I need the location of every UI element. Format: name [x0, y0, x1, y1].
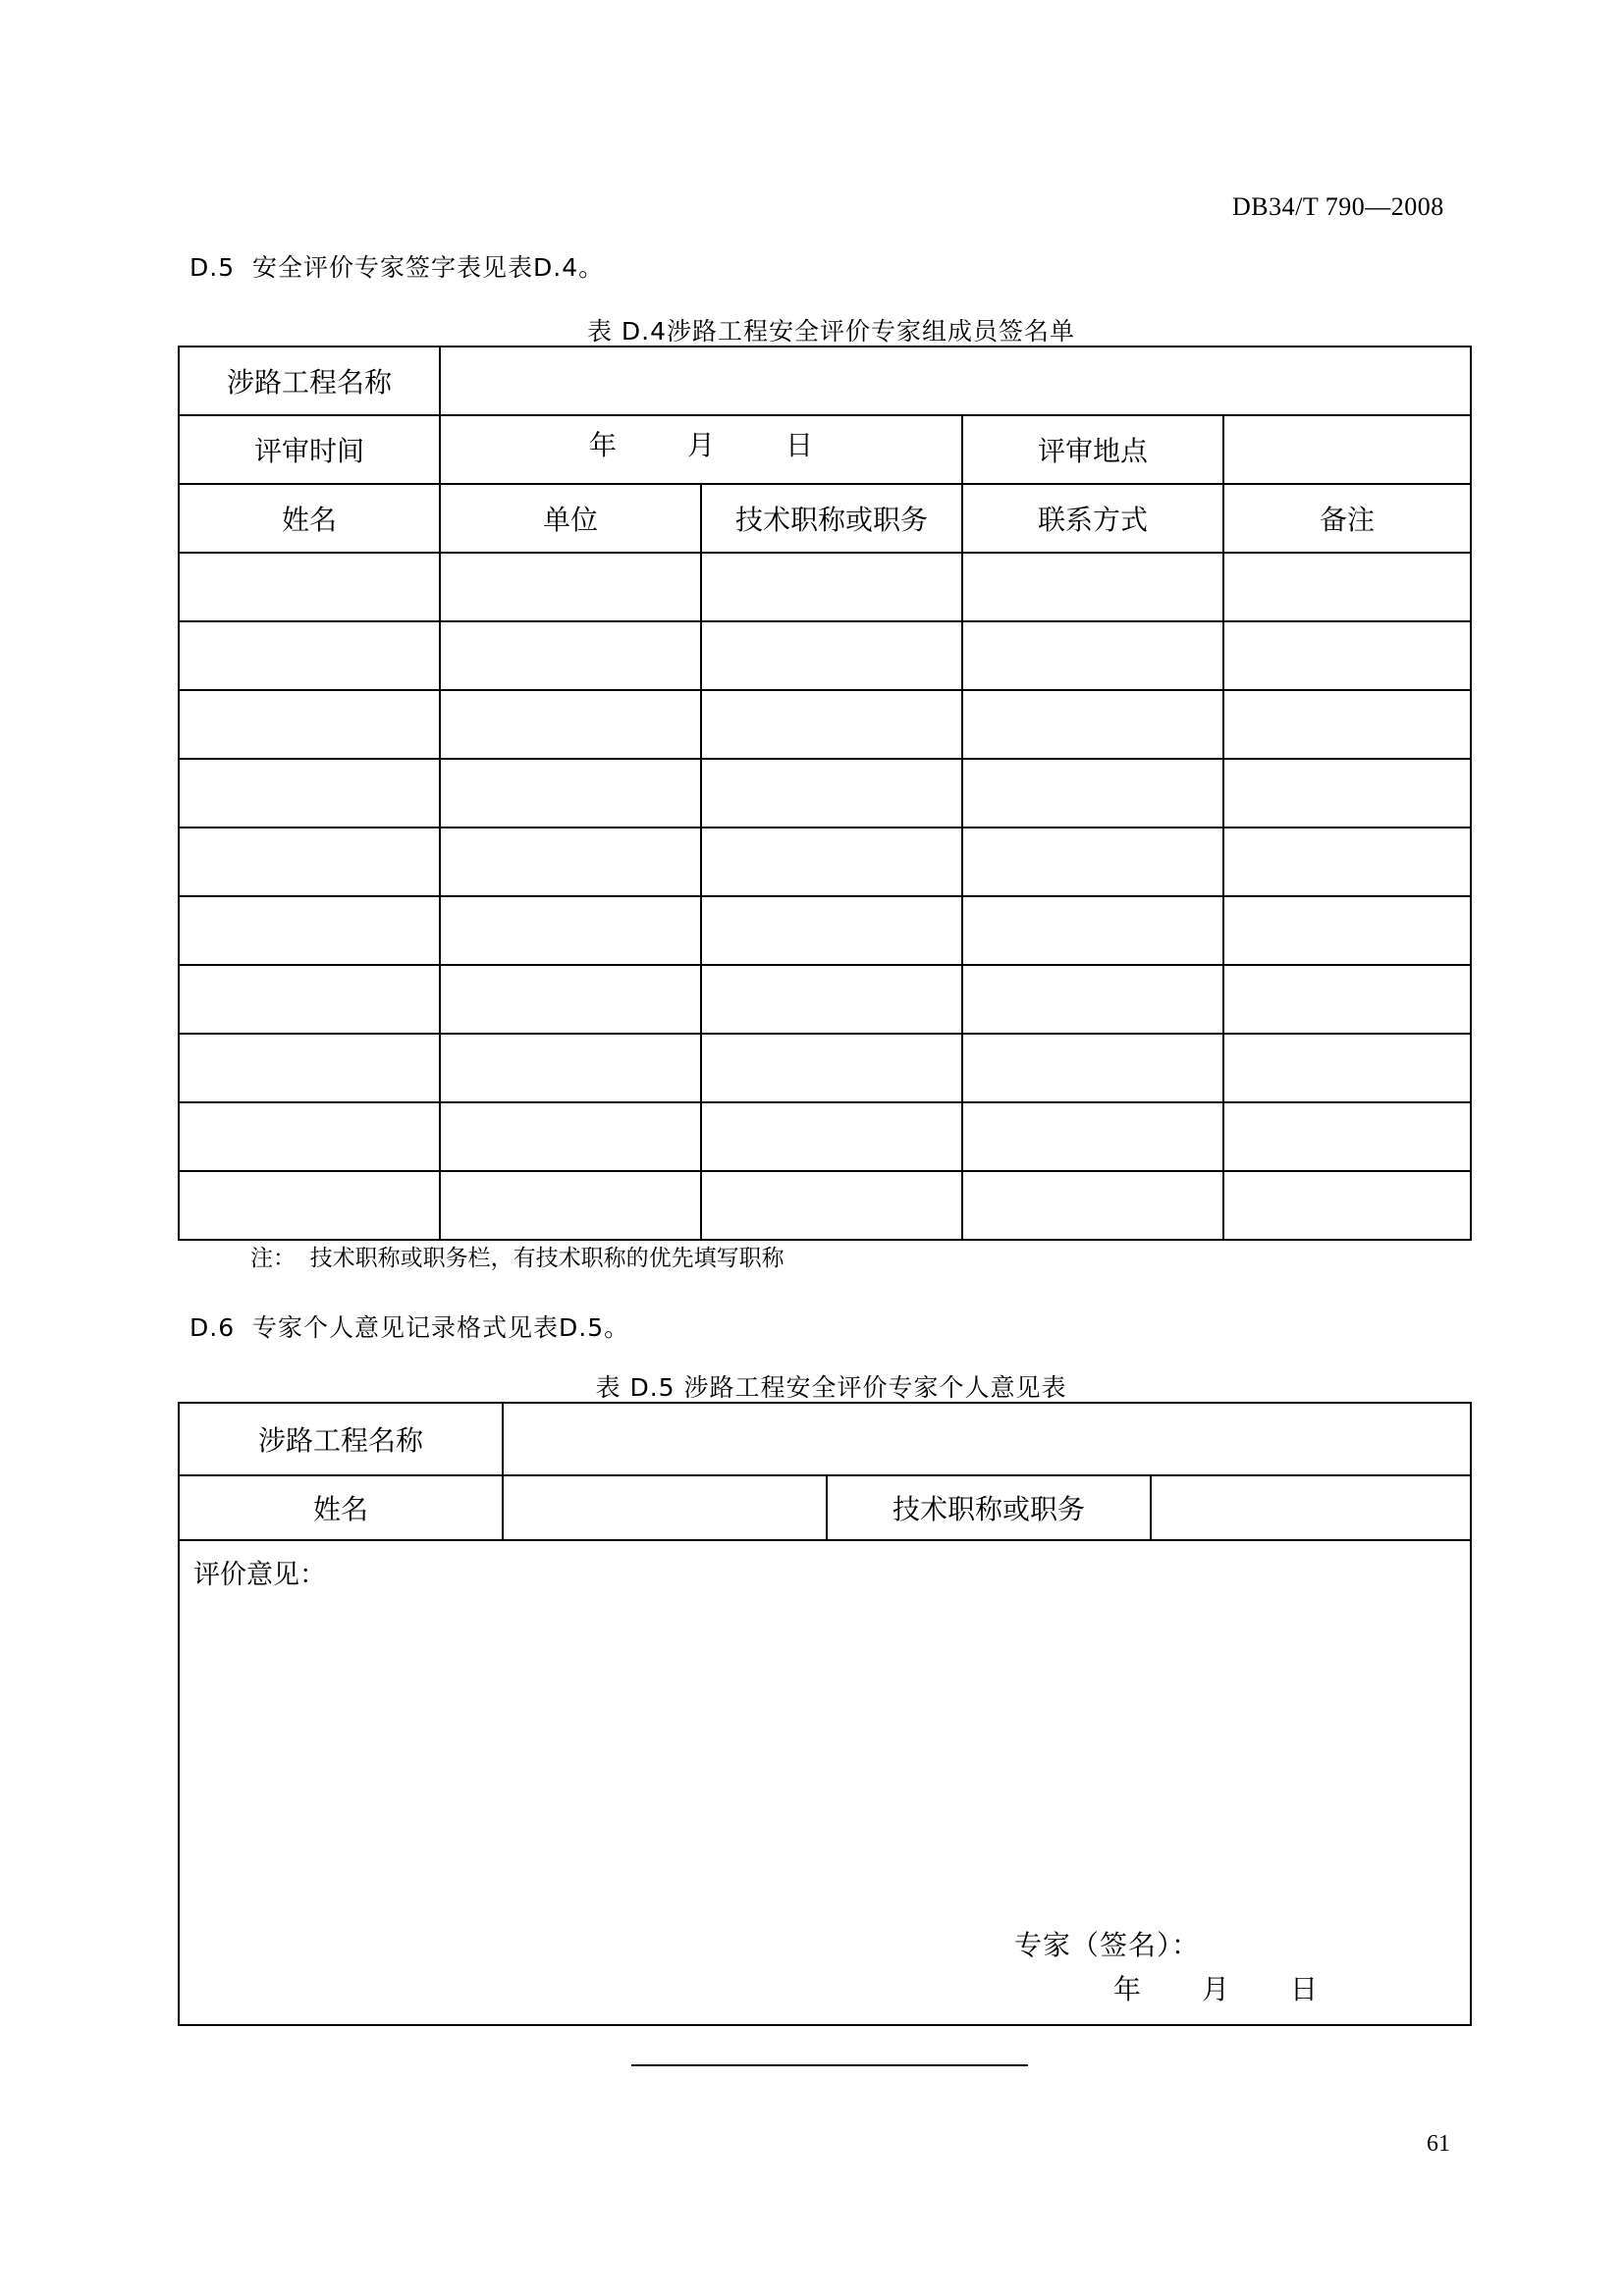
table-cell[interactable]: [701, 1102, 962, 1171]
table-cell[interactable]: [962, 690, 1223, 759]
table-cell[interactable]: [179, 1171, 440, 1240]
table-row: [179, 1102, 1471, 1171]
table-row: [179, 759, 1471, 828]
table-cell[interactable]: [701, 896, 962, 965]
table-cell[interactable]: [701, 621, 962, 690]
review-time-value[interactable]: [440, 415, 962, 484]
table-row-project-name: [179, 347, 1471, 415]
table-cell[interactable]: [179, 1034, 440, 1102]
date-day: 日: [1289, 1973, 1318, 2005]
column-header: 备注: [1223, 484, 1471, 553]
date-year: 年: [588, 429, 617, 461]
column-header: 单位: [440, 484, 701, 553]
table-row: [179, 1171, 1471, 1240]
table-cell[interactable]: [440, 690, 701, 759]
table-cell[interactable]: [179, 965, 440, 1034]
table-cell[interactable]: [440, 759, 701, 828]
table-cell[interactable]: [179, 759, 440, 828]
standard-code: DB34/T 790—2008: [1232, 192, 1444, 221]
footer-divider: [631, 2064, 1028, 2066]
table-row-project-name: [179, 1403, 1471, 1475]
table-row-expert-info: [179, 1475, 1471, 1540]
table-row: [179, 1034, 1471, 1102]
date-month: 月: [686, 429, 715, 461]
table-cell[interactable]: [962, 621, 1223, 690]
table-cell[interactable]: [440, 1171, 701, 1240]
table-cell[interactable]: [179, 553, 440, 621]
column-header: 姓名: [179, 484, 440, 553]
table-row-review-info: [179, 415, 1471, 484]
table-d4-note: 注： 技术职称或职务栏，有技术职称的优先填写职称: [250, 1246, 784, 1271]
project-name-label: 涉路工程名称: [179, 347, 440, 415]
table-row: [179, 828, 1471, 896]
table-cell[interactable]: [962, 553, 1223, 621]
table-cell[interactable]: [701, 828, 962, 896]
table-cell[interactable]: [1223, 621, 1471, 690]
date-day: 日: [784, 429, 813, 461]
table-cell[interactable]: [1223, 896, 1471, 965]
table-cell[interactable]: [962, 828, 1223, 896]
table-cell[interactable]: [962, 1171, 1223, 1240]
column-header: 联系方式: [962, 484, 1223, 553]
name-label: 姓名: [179, 1475, 503, 1540]
table-row: [179, 965, 1471, 1034]
table-row: [179, 553, 1471, 621]
table-d4-body: [179, 553, 1471, 1240]
name-value[interactable]: [503, 1475, 827, 1540]
project-name-value[interactable]: [440, 347, 1471, 415]
section-d6-heading: D.6 专家个人意见记录格式见表D.5。: [189, 1313, 630, 1342]
table-cell[interactable]: [962, 759, 1223, 828]
signature-date: [1083, 1968, 1348, 2007]
table-cell[interactable]: [701, 553, 962, 621]
table-d5: [178, 1402, 1472, 2026]
table-cell[interactable]: [179, 621, 440, 690]
table-cell[interactable]: [962, 896, 1223, 965]
table-cell[interactable]: [701, 1034, 962, 1102]
opinion-label: 评价意见：: [193, 1560, 326, 1590]
review-place-value[interactable]: [1223, 415, 1471, 484]
table-row-opinion: [179, 1540, 1471, 2025]
date-month: 月: [1201, 1973, 1229, 2005]
section-d5-heading: D.5 安全评价专家签字表见表D.4。: [189, 253, 605, 282]
project-name-label: 涉路工程名称: [179, 1403, 503, 1475]
title-label: 技术职称或职务: [827, 1475, 1151, 1540]
table-cell[interactable]: [1223, 553, 1471, 621]
table-cell[interactable]: [179, 896, 440, 965]
review-place-label: 评审地点: [962, 415, 1223, 484]
table-cell[interactable]: [1223, 828, 1471, 896]
table-cell[interactable]: [440, 553, 701, 621]
signature-label: 专家（签名）：: [1014, 1929, 1201, 1961]
title-value[interactable]: [1151, 1475, 1471, 1540]
table-row: [179, 896, 1471, 965]
table-cell[interactable]: [179, 828, 440, 896]
table-cell[interactable]: [1223, 965, 1471, 1034]
table-cell[interactable]: [962, 1034, 1223, 1102]
table-row: [179, 621, 1471, 690]
table-header-row: [179, 484, 1471, 553]
table-cell[interactable]: [440, 621, 701, 690]
table-cell[interactable]: [1223, 759, 1471, 828]
table-cell[interactable]: [440, 1102, 701, 1171]
table-cell[interactable]: [701, 690, 962, 759]
table-cell[interactable]: [962, 965, 1223, 1034]
table-cell[interactable]: [440, 965, 701, 1034]
column-header: 技术职称或职务: [701, 484, 962, 553]
project-name-value[interactable]: [503, 1403, 1471, 1475]
table-row: [179, 690, 1471, 759]
opinion-cell[interactable]: [179, 1540, 1471, 2025]
table-cell[interactable]: [962, 1102, 1223, 1171]
review-time-label: 评审时间: [179, 415, 440, 484]
table-cell[interactable]: [701, 759, 962, 828]
table-cell[interactable]: [701, 1171, 962, 1240]
table-d4: [178, 346, 1472, 1241]
table-cell[interactable]: [440, 828, 701, 896]
table-cell[interactable]: [179, 690, 440, 759]
table-cell[interactable]: [440, 896, 701, 965]
table-cell[interactable]: [440, 1034, 701, 1102]
table-d5-caption: 表 D.5 涉路工程安全评价专家个人意见表: [595, 1373, 1067, 1402]
page-number: 61: [1427, 2131, 1450, 2157]
table-cell[interactable]: [1223, 690, 1471, 759]
table-cell[interactable]: [179, 1102, 440, 1171]
table-cell[interactable]: [1223, 1102, 1471, 1171]
table-cell[interactable]: [701, 965, 962, 1034]
date-year: 年: [1112, 1973, 1141, 2005]
table-cell[interactable]: [1223, 1034, 1471, 1102]
table-d4-caption: 表 D.4涉路工程安全评价专家组成员签名单: [586, 317, 1076, 346]
table-cell[interactable]: [1223, 1171, 1471, 1240]
